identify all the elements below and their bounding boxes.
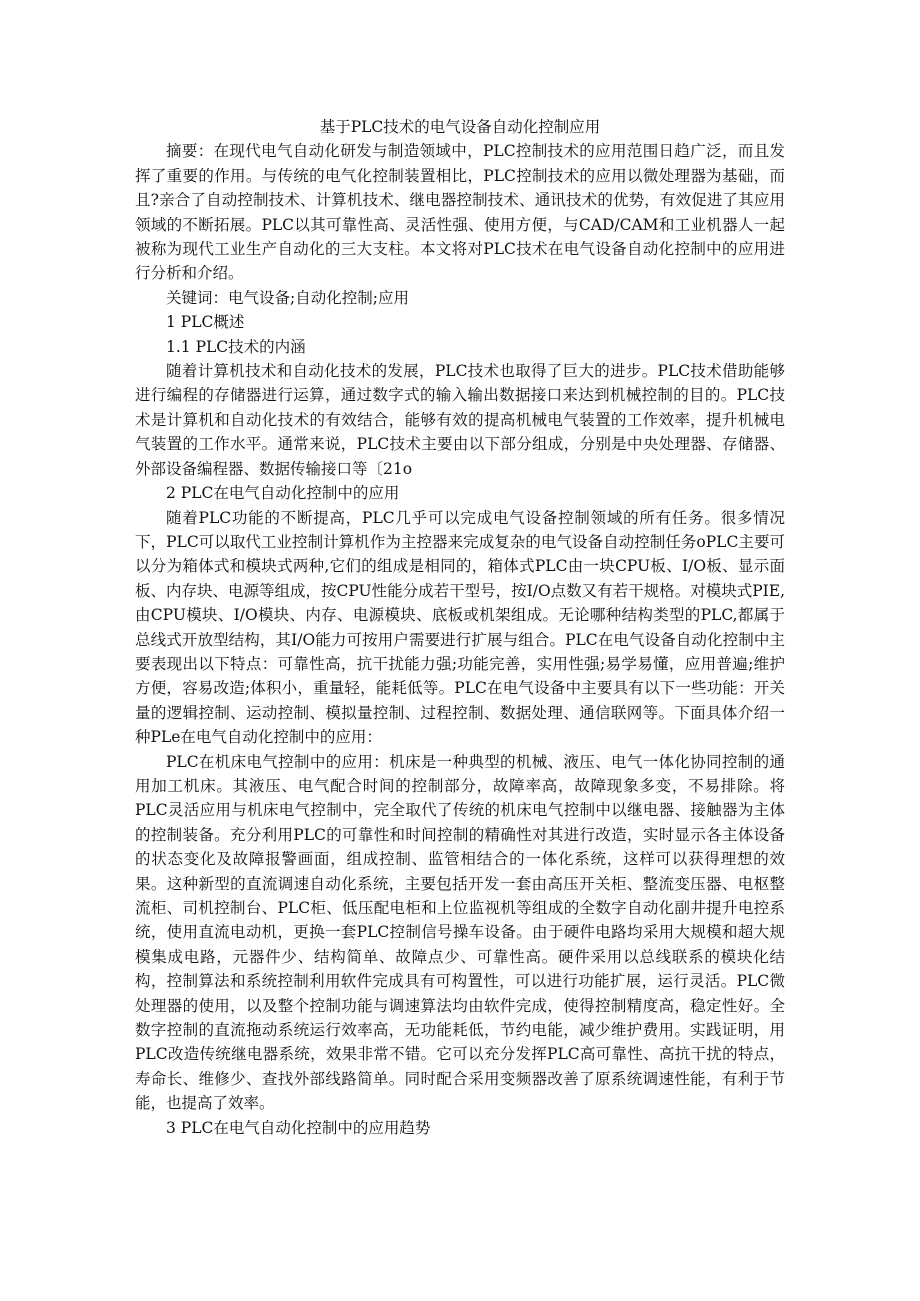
section-2-paragraph-1: 随着PLC功能的不断提高，PLC几乎可以完成电气设备控制领域的所有任务。很多情况下，PLC可以取代工业控制计算机作为主控器来完成复杂的电气设备自动控制任务oPLC主要可以分为箱体式和模块式两种,它们的组成是相同的，箱体式PLC由一块CPU板、I/O板、显示面板、内存块、电源等组成，按CPU性能分成若干型号，按I/O点数又有若干规格。对模块式PIE,由CPU模块、I/O模块、内存、电源模块、底板或机架组成。无论哪种结构类型的PLC,都属于总线式开放型结构，其I/O能力可按用户需要进行扩展与组合。PLC在电气设备自动化控制中主要表现出以下特点：可靠性高，抗干扰能力强;功能完善，实用性强;易学易懂，应用普遍;维护方便，容易改造;体积小，重量轻，能耗低等。PLC在电气设备中主要具有以下一些功能：开关量的逻辑控制、运动控制、模拟量控制、过程控制、数据处理、通信联网等。下面具体介绍一种PLe在电气自动化控制中的应用：: [135, 508, 785, 747]
section-3-heading: 3 PLC在电气自动化控制中的应用趋势: [166, 1118, 431, 1137]
abstract-paragraph: 摘要：在现代电气自动化研发与制造领域中，PLC控制技术的应用范围日趋广泛，而且发挥了重要的作用。与传统的电气化控制装置相比，PLC控制技术的应用以微处理器为基础，而且?亲合了自动控制技术、计算机技术、继电器控制技术、通讯技术的优势，有效促进了其应用领域的不断拓展。PLC以其可靠性高、灵活性强、使用方便，与CAD/CAM和工业机器人一起被称为现代工业生产自动化的三大支柱。本文将对PLC技术在电气设备自动化控制中的应用进行分析和介绍。: [135, 142, 785, 283]
section-1-1-paragraph: 随着计算机技术和自动化技术的发展，PLC技术也取得了巨大的进步。PLC技术借助能够进行编程的存储器进行运算，通过数字式的输入输出数据接口来达到机械控制的目的。PLC技术是计算机和自动化技术的有效结合，能够有效的提高机械电气装置的工作效率，提升机械电气装置的工作水平。通常来说，PLC技术主要由以下部分组成，分别是中央处理器、存储器、外部设备编程器、数据传输接口等〔21o: [135, 362, 785, 478]
document-page: [135, 115, 785, 1140]
section-2-paragraph-2: PLC在机床电气控制中的应用：机床是一种典型的机械、液压、电气一体化协同控制的通用加工机床。其液压、电气配合时间的控制部分，故障率高，故障现象多变，不易排除。将PLC灵活应用与机床电气控制中，完全取代了传统的机床电气控制中以继电器、接触器为主体的控制装备。充分利用PLC的可靠性和时间控制的精确性对其进行改造，实时显示各主体设备的状态变化及故障报警画面，组成控制、监管相结合的一体化系统，这样可以获得理想的效果。这种新型的直流调速自动化系统，主要包括开发一套由高压开关柜、整流变压器、电枢整流柜、司机控制台、PLC柜、低压配电柜和上位监视机等组成的全数字自动化副井提升电控系统，使用直流电动机，更换一套PLC控制信号操车设备。由于硬件电路均采用大规模和超大规模集成电路，元器件少、结构简单、故障点少、可靠性高。硬件采用以总线联系的模块化结构，控制算法和系统控制利用软件完成具有可构置性，可以进行功能扩展，运行灵活。PLC微处理器的使用，以及整个控制功能与调速算法均由软件完成，使得控制精度高，稳定性好。全数字控制的直流拖动系统运行效率高，无功能耗低，节约电能，减少维护费用。实践证明，用PLC改造传统继电器系统，效果非常不错。它可以充分发挥PLC高可靠性、高抗干扰的特点，寿命长、维修少、查找外部线路简单。同时配合采用变频器改善了原系统调速性能，有利于节能，也提高了效率。: [135, 752, 785, 1113]
document-title: 基于PLC技术的电气设备自动化控制应用: [319, 118, 601, 136]
section-2-heading: 2 PLC在电气自动化控制中的应用: [166, 484, 400, 503]
section-1-heading: 1 PLC概述: [166, 313, 245, 332]
keywords-line: 关键词：电气设备;自动化控制;应用: [166, 288, 409, 307]
section-1-1-heading: 1.1 PLC技术的内涵: [166, 337, 306, 356]
